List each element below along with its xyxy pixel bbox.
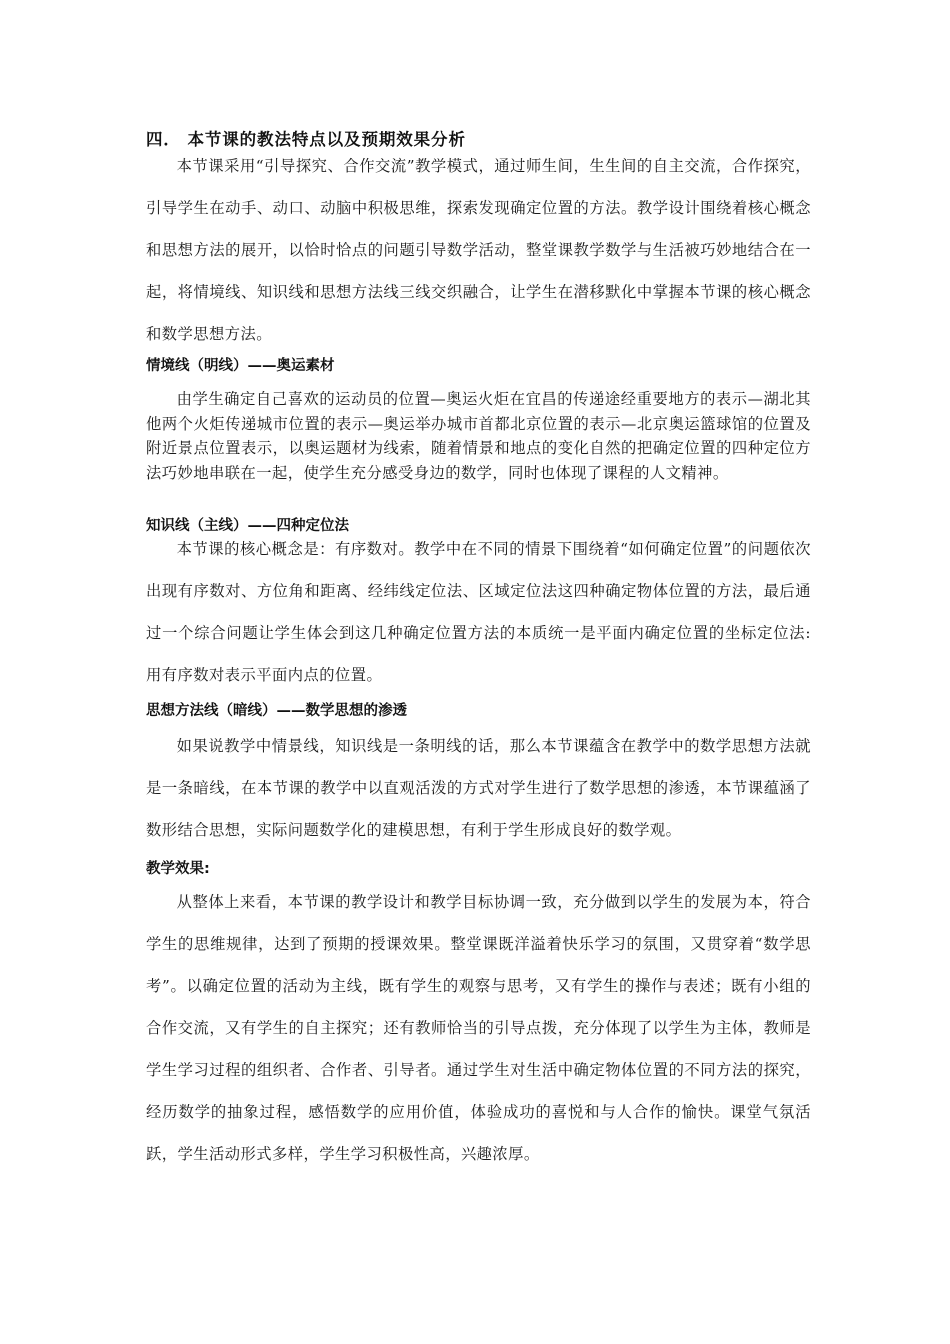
thinking-line-section: [146, 725, 811, 851]
section-title: 四． 本节课的教法特点以及预期效果分析: [146, 130, 466, 149]
effect-section: [146, 881, 811, 1175]
effect-paragraph: 从整体上来看，本节课的教学设计和教学目标协调一致，充分做到以学生的发展为本，符合学生的思维规律，达到了预期的授课效果。整堂课既洋溢着快乐学习的氛围，又贯穿着“数学思考”。以确定位置的活动为主线，既有学生的观察与思考，又有学生的操作与表述；既有小组的合作交流，又有学生的自主探究；还有教师恰当的引导点拨，充分体现了以学生为主体，教师是学生学习过程的组织者、合作者、引导者。通过学生对生活中确定物体位置的不同方法的探究，经历数学的抽象过程，感悟数学的应用价值，体验成功的喜悦和与人合作的愉快。课堂气氛活跃，学生活动形式多样，学生学习积极性高，兴趣浓厚。: [146, 893, 811, 1163]
knowledge-line-paragraph: 本节课的核心概念是：有序数对。教学中在不同的情景下围绕着“如何确定位置”的问题依次出现有序数对、方位角和距离、经纬线定位法、区域定位法这四种确定物体位置的方法，最后通过一个综合问题让学生体会到这几种确定位置方法的本质统一是平面内确定位置的坐标定位法:用有序数对表示平面内点的位置。: [146, 540, 811, 684]
knowledge-line-section: [146, 528, 811, 696]
situation-line-heading: 情境线（明线）——奥运素材: [146, 358, 335, 374]
intro-paragraph: 本节课采用“引导探究、合作交流”教学模式，通过师生间，生生间的自主交流，合作探究，引导学生在动手、动口、动脑中积极思维，探索发现确定位置的方法。教学设计围绕着核心概念和思想方法的展开，以恰时恰点的问题引导数学活动，整堂课教学数学与生活被巧妙地结合在一起，将情境线、知识线和思想方法线三线交织融合，让学生在潜移默化中掌握本节课的核心概念和数学思想方法。: [146, 157, 811, 343]
knowledge-line-heading: 知识线（主线）——四种定位法: [146, 518, 349, 534]
effect-heading: 教学效果:: [146, 861, 210, 877]
thinking-line-paragraph: 如果说教学中情景线，知识线是一条明线的话，那么本节课蕴含在教学中的数学思想方法就是一条暗线，在本节课的教学中以直观活泼的方式对学生进行了数学思想的渗透，本节课蕴涵了数形结合思想，实际问题数学化的建模思想，有利于学生形成良好的数学观。: [146, 737, 811, 839]
situation-line-section: [146, 387, 811, 485]
thinking-line-heading: 思想方法线（暗线）——数学思想的渗透: [146, 703, 407, 719]
intro-section: [146, 145, 811, 355]
situation-line-paragraph: 由学生确定自己喜欢的运动员的位置—奥运火炬在宜昌的传递途经重要地方的表示—湖北其他两个火炬传递城市位置的表示—奥运举办城市首都北京位置的表示—北京奥运篮球馆的位置及附近景点位置表示，以奥运题材为线索，随着情景和地点的变化自然的把确定位置的四种定位方法巧妙地串联在一起，使学生充分感受身边的数学，同时也体现了课程的人文精神。: [146, 390, 811, 482]
